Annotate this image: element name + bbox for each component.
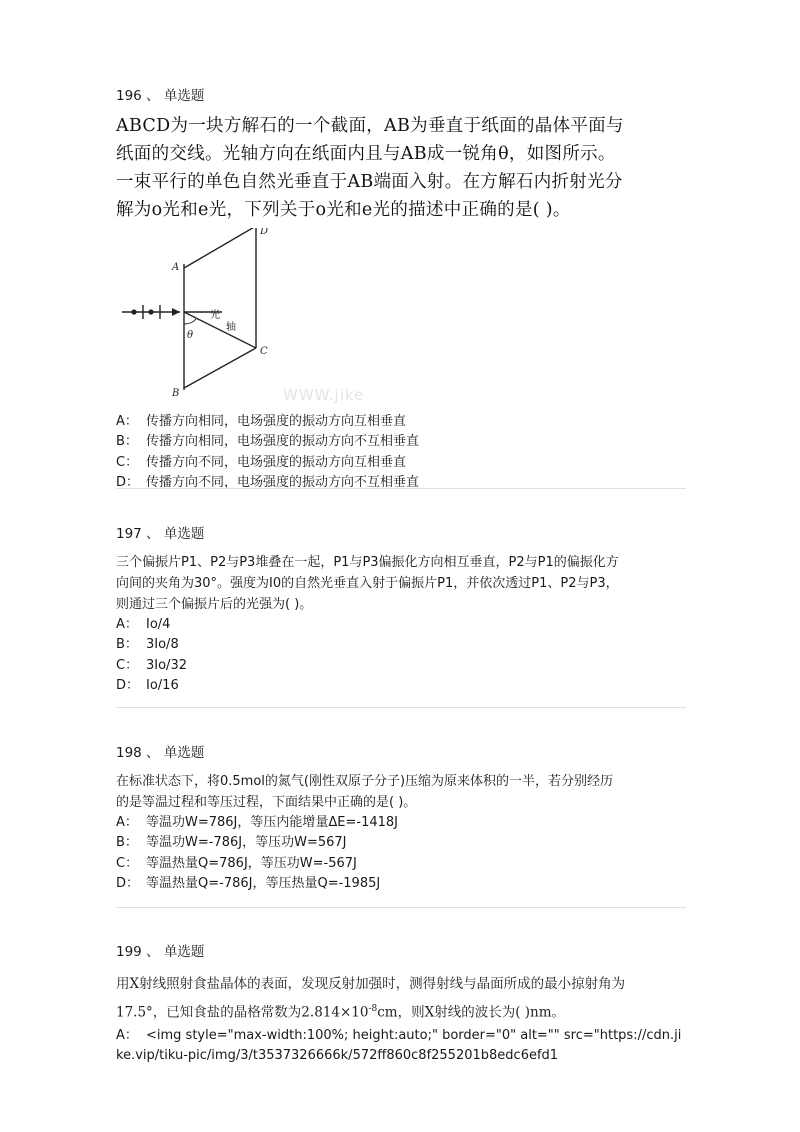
question-header: 199 、 单选题 bbox=[116, 944, 205, 960]
question-divider bbox=[116, 907, 686, 908]
option-c[interactable] bbox=[116, 854, 686, 874]
option-c[interactable] bbox=[116, 656, 686, 676]
arrow-icon bbox=[172, 308, 180, 316]
option-text: 3Io/32 bbox=[146, 657, 187, 673]
label-b: B bbox=[172, 388, 180, 399]
option-letter: C： bbox=[116, 855, 139, 871]
question-stem bbox=[116, 552, 686, 615]
stem-line: 三个偏振片P1、P2与P3堆叠在一起，P1与P3偏振化方向相互垂直，P2与P1的偏振化方 bbox=[116, 555, 619, 570]
question-199 bbox=[116, 942, 686, 1066]
edge-ad bbox=[184, 228, 256, 268]
options-list bbox=[116, 1026, 686, 1067]
question-header: 198 、 单选题 bbox=[116, 745, 205, 761]
stem-exponent: -8 bbox=[368, 1004, 378, 1014]
label-c: C bbox=[260, 346, 268, 357]
option-text: 传播方向不同，电场强度的振动方向互相垂直 bbox=[146, 454, 407, 470]
option-b[interactable] bbox=[116, 432, 686, 452]
stem-line: 向间的夹角为30°。强度为I0的自然光垂直入射于偏振片P1，并依次透过P1、P2与P3， bbox=[116, 576, 619, 591]
option-letter: C： bbox=[116, 454, 139, 470]
option-text: 等温功W=786J，等压内能增量ΔE=-1418J bbox=[146, 815, 399, 830]
polarization-dot-icon bbox=[148, 309, 153, 314]
watermark: WWW.jike bbox=[283, 386, 365, 404]
options-list bbox=[116, 813, 686, 895]
option-text: 等温功W=-786J，等压功W=567J bbox=[146, 835, 347, 851]
option-c[interactable] bbox=[116, 453, 686, 473]
option-text: 3Io/8 bbox=[146, 637, 179, 653]
stem-line-part: 17.5°，已知食盐的晶格常数为2.814×10 bbox=[116, 1004, 369, 1021]
question-stem bbox=[116, 112, 686, 224]
option-letter: B： bbox=[116, 637, 138, 653]
stem-line: 用X射线照射食盐晶体的表面，发现反射加强时，测得射线与晶面所成的最小掠射角为 bbox=[116, 976, 626, 992]
option-letter: A： bbox=[116, 414, 138, 429]
stem-line: ABCD为一块方解石的一个截面，AB为垂直于纸面的晶体平面与 bbox=[116, 116, 624, 136]
option-text: 传播方向不同，电场强度的振动方向不互相垂直 bbox=[146, 475, 420, 491]
stem-line: 在标准状态下，将0.5mol的氮气(刚性双原子分子)压缩为原来体积的一半，若分别经历 bbox=[116, 774, 614, 789]
optic-axis-line bbox=[184, 312, 256, 348]
options-list bbox=[116, 615, 686, 697]
option-letter: B： bbox=[116, 835, 138, 851]
question-stem bbox=[116, 972, 686, 1026]
option-text: <img style="max-width:100%; height:auto;" border="0" alt="" src="https://cdn.jike.vip/tiku-pic/img/3/t3537326666k/572ff860c8f255201b8edc6efd1 bbox=[116, 1027, 682, 1063]
option-b[interactable] bbox=[116, 833, 686, 853]
question-header: 196 、 单选题 bbox=[116, 88, 205, 104]
option-a[interactable] bbox=[116, 813, 686, 833]
stem-line-part: cm，则X射线的波长为( )nm。 bbox=[377, 1004, 566, 1021]
option-b[interactable] bbox=[116, 635, 686, 655]
option-letter: A： bbox=[116, 617, 138, 632]
question-196 bbox=[116, 86, 686, 494]
question-divider bbox=[116, 707, 686, 708]
option-letter: A： bbox=[116, 815, 138, 830]
option-letter: B： bbox=[116, 434, 138, 450]
option-a[interactable] bbox=[116, 1026, 686, 1067]
stem-line: 纸面的交线。光轴方向在纸面内且与AB成一锐角θ，如图所示。 bbox=[116, 144, 616, 164]
question-197 bbox=[116, 524, 686, 697]
label-optic-axis-2: 轴 bbox=[226, 322, 236, 333]
option-d[interactable] bbox=[116, 676, 686, 696]
stem-line: 的是等温过程和等压过程，下面结果中正确的是( )。 bbox=[116, 795, 417, 810]
edge-cb bbox=[184, 348, 256, 388]
option-letter: A： bbox=[116, 1027, 138, 1043]
option-letter: D： bbox=[116, 678, 140, 694]
option-d[interactable] bbox=[116, 473, 686, 493]
option-letter: D： bbox=[116, 475, 140, 491]
stem-line bbox=[116, 997, 686, 1026]
option-text: 传播方向相同，电场强度的振动方向互相垂直 bbox=[146, 414, 407, 429]
option-text: Io/4 bbox=[146, 617, 171, 632]
label-theta: θ bbox=[187, 330, 194, 341]
stem-line: 解为o光和e光，下列关于o光和e光的描述中正确的是( )。 bbox=[116, 200, 571, 220]
option-text: Io/16 bbox=[146, 678, 179, 694]
option-d[interactable] bbox=[116, 874, 686, 894]
label-d: D bbox=[260, 228, 269, 237]
question-divider bbox=[116, 488, 686, 489]
option-text: 等温热量Q=786J，等压功W=-567J bbox=[146, 855, 357, 871]
theta-arc bbox=[184, 319, 196, 324]
question-stem bbox=[116, 771, 686, 813]
stem-line: 则通过三个偏振片后的光强为( )。 bbox=[116, 597, 313, 612]
option-text: 等温热量Q=-786J，等压热量Q=-1985J bbox=[146, 876, 381, 892]
options-list bbox=[116, 412, 686, 494]
label-optic-axis-1: 光 bbox=[210, 310, 220, 321]
question-header: 197 、 单选题 bbox=[116, 526, 205, 542]
option-letter: C： bbox=[116, 657, 139, 673]
option-a[interactable] bbox=[116, 615, 686, 635]
option-a[interactable] bbox=[116, 412, 686, 432]
option-text: 传播方向相同，电场强度的振动方向不互相垂直 bbox=[146, 434, 420, 450]
label-a: A bbox=[172, 262, 180, 273]
option-letter: D： bbox=[116, 876, 140, 892]
calcite-crystal-figure bbox=[116, 228, 286, 404]
polarization-dot-icon bbox=[131, 309, 136, 314]
stem-line: 一束平行的单色自然光垂直于AB端面入射。在方解石内折射光分 bbox=[116, 172, 623, 192]
question-198 bbox=[116, 743, 686, 895]
